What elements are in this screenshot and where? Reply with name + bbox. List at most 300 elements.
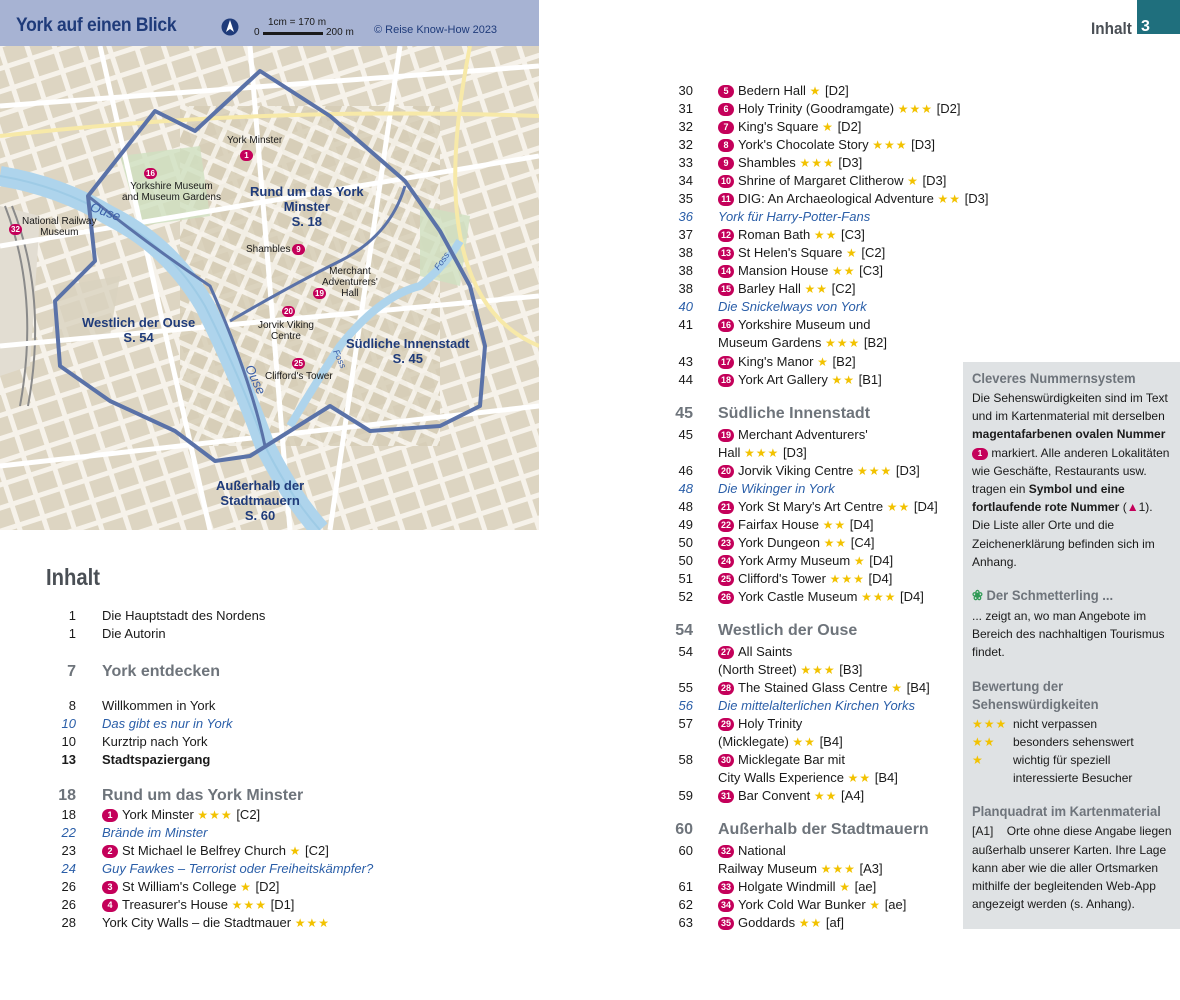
toc-page-number: 34: [678, 173, 693, 188]
toc-entry-title: Railway Museum: [718, 861, 817, 876]
river-label-ouse-bottom: Ouse: [242, 362, 269, 397]
toc-page-number: 26: [61, 897, 76, 912]
river-label-foss-2: Foss: [331, 348, 349, 370]
toc-entry-text: [718, 298, 867, 316]
sight-number-badge: 28: [718, 682, 734, 695]
toc-page-number: 28: [61, 915, 76, 930]
toc-entry-text: [718, 534, 875, 552]
toc-page-number: 38: [678, 245, 693, 260]
grid-reference: [C4]: [850, 535, 875, 550]
toc-entry-text: [718, 172, 946, 190]
toc-page-number: 63: [678, 915, 693, 930]
sight-number-badge: 23: [718, 537, 734, 550]
info-heading-grid: Planquadrat im Kartenmaterial: [972, 803, 1161, 820]
toc-page-number: 1: [68, 626, 76, 641]
toc-page-number: 54: [675, 622, 693, 639]
toc-entry-text: [718, 426, 868, 444]
river-label-foss-1: Foss: [432, 250, 452, 272]
toc-entry-text: [718, 878, 876, 896]
rating-stars: ★★★: [294, 916, 330, 930]
map-label-jorvik: Jorvik Viking Centre: [258, 320, 314, 342]
toc-entry-title: York Army Museum: [738, 553, 851, 568]
sight-number-badge: 30: [718, 754, 734, 767]
toc-page-number: 33: [678, 155, 693, 170]
rating-stars: ★★★: [824, 336, 861, 350]
toc-entry-text: [102, 787, 303, 805]
toc-entry-text: [102, 715, 233, 733]
map-badge-york-minster[interactable]: 1: [240, 150, 253, 161]
toc-page-number: 1: [68, 608, 76, 623]
rating-stars: ★★: [813, 228, 838, 242]
info-text-butterfly: ... zeigt an, wo man Angebote im Bereich des nachhaltigen Tourismus findet.: [972, 609, 1165, 660]
toc-entry-title: York City Walls – die Stadtmauer: [102, 915, 292, 930]
rating-stars: ★: [853, 554, 866, 568]
toc-page-number: 41: [678, 317, 693, 332]
rating-legend-row: [972, 715, 1172, 733]
grid-reference: [af]: [825, 915, 844, 930]
info-text-grid: [A1] Orte ohne diese Angabe liegen außerhalb unserer Karten. Ihre Lage kann aber wie die aller Ortsmarken mithilfe der begleitenden Web-App angezeigt werden (s. Anhang).: [972, 824, 1172, 912]
grid-reference: [C2]: [861, 245, 886, 260]
map-title: York auf einen Blick: [16, 15, 177, 36]
toc-page-number: 32: [678, 137, 693, 152]
toc-entry-text: [718, 136, 935, 154]
grid-reference: [B4]: [906, 680, 930, 695]
grid-reference: [D4]: [869, 553, 894, 568]
map-badge-national-railway[interactable]: 32: [9, 224, 22, 235]
toc-entry-title: Bedern Hall: [738, 83, 806, 98]
rating-description: wichtig für speziell: [1013, 753, 1111, 768]
scale-unit-label: 1cm = 170 m: [268, 17, 327, 28]
grid-reference: [B4]: [874, 770, 898, 785]
toc-entry-title: Die Hauptstadt des Nordens: [102, 608, 266, 623]
toc-page-number: 10: [61, 716, 76, 731]
toc-entry-title: Willkommen in York: [102, 698, 216, 713]
toc-entry-title: Hall: [718, 445, 741, 460]
grid-reference: [D2]: [837, 119, 862, 134]
sight-number-badge: 17: [718, 356, 734, 369]
grid-reference: [B4]: [819, 734, 843, 749]
toc-entry-text: [718, 661, 862, 679]
toc-page-number: 37: [678, 227, 693, 242]
toc-entry-text: [102, 860, 373, 878]
rating-description: besonders sehenswert: [1013, 734, 1134, 749]
toc-entry-title: Treasurer's House: [122, 897, 229, 912]
grid-reference: [D2]: [824, 83, 849, 98]
toc-entry-title: Die Snickelways von York: [718, 299, 867, 314]
toc-entry-title: National: [738, 843, 786, 858]
grid-reference: [D3]: [782, 445, 807, 460]
toc-entry-text: [718, 588, 924, 606]
sight-number-badge: 1: [102, 809, 118, 822]
rating-stars: ★: [817, 355, 829, 369]
toc-entry-text: [102, 607, 265, 625]
north-arrow-icon: [221, 18, 239, 36]
toc-entry-title: Yorkshire Museum und: [738, 317, 871, 332]
toc-page-number: 40: [678, 299, 693, 314]
toc-entry-title: York Cold War Bunker: [738, 897, 866, 912]
toc-entry-title: York Minster: [122, 807, 194, 822]
toc-entry-text: [102, 751, 210, 769]
toc-entry-text: [718, 480, 835, 498]
rating-stars: ★: [972, 753, 984, 768]
grid-reference: [C2]: [236, 807, 261, 822]
toc-entry-title: York für Harry-Potter-Fans: [718, 209, 871, 224]
rating-stars: ★: [891, 681, 903, 695]
toc-entry-title: Fairfax House: [738, 517, 819, 532]
rating-legend: [972, 715, 1172, 788]
toc-entry-text: [718, 821, 929, 839]
grid-reference: [ae]: [884, 897, 907, 912]
toc-page-number: 22: [61, 825, 76, 840]
rating-stars: ★★★: [820, 862, 856, 876]
toc-entry-text: [718, 552, 893, 570]
rating-stars: ★: [240, 880, 252, 894]
toc-entry-title: Guy Fawkes – Terrorist oder Freiheitskämpfer?: [102, 861, 374, 876]
grid-reference: [D4]: [849, 517, 874, 532]
scale-start-label: 0: [254, 27, 260, 38]
toc-entry-title: Shrine of Margaret Clitherow: [738, 173, 904, 188]
toc-entry-text: [718, 622, 857, 640]
map-label-yorkshire-museum: Yorkshire Museum and Museum Gardens: [122, 181, 221, 203]
toc-entry-title: Rund um das York Minster: [102, 787, 304, 804]
toc-entry-text: [718, 118, 861, 136]
scale-line: [263, 32, 323, 35]
rating-stars: ★★★: [861, 590, 897, 604]
toc-entry-text: [718, 516, 874, 534]
toc-entry-text: [718, 787, 864, 805]
grid-reference: [C2]: [305, 843, 329, 858]
rating-description: nicht verpassen: [1013, 716, 1098, 731]
map-badge-shambles[interactable]: 9: [292, 244, 305, 255]
sight-number-badge: 33: [718, 881, 734, 894]
map-label-merchant-adventurers: Merchant Adventurers' Hall: [322, 266, 378, 299]
toc-entry-title: York Castle Museum: [738, 589, 858, 604]
toc-entry-text: [718, 769, 898, 787]
rating-stars: ★★: [972, 734, 996, 749]
grid-reference: [D1]: [270, 897, 295, 912]
sight-number-badge: 12: [718, 229, 734, 242]
grid-reference: [B1]: [858, 372, 882, 387]
toc-entry-text: [102, 733, 208, 751]
toc-page-number: 49: [678, 517, 693, 532]
map-badge-merchant-adventurers[interactable]: 19: [313, 288, 326, 299]
toc-entry-title: (Micklegate): [718, 734, 789, 749]
scale-bar: [254, 18, 354, 38]
butterfly-icon: ❀: [972, 587, 983, 604]
grid-reference: [D2]: [255, 879, 280, 894]
sight-number-badge: 18: [718, 374, 734, 387]
toc-entry-text: [718, 226, 865, 244]
rating-stars: ★★: [831, 264, 856, 278]
sight-number-badge: 32: [718, 845, 734, 858]
toc-entry-text: [102, 625, 166, 643]
sight-number-badge: 25: [718, 573, 734, 586]
toc-entry-title: All Saints: [738, 644, 793, 659]
sight-number-badge: 35: [718, 917, 734, 930]
toc-page-number: 58: [678, 752, 693, 767]
toc-page-number: 60: [678, 843, 693, 858]
sight-number-badge: 4: [102, 899, 118, 912]
map-label-national-railway: National Railway Museum: [22, 216, 97, 238]
sight-number-badge: 11: [718, 193, 734, 206]
toc-page-number: 43: [678, 354, 693, 369]
sight-number-badge: 15: [718, 283, 734, 296]
toc-entry-text: [718, 405, 870, 423]
page-number: 3: [1141, 18, 1150, 35]
district-label-suedlich: Südliche Innenstadt S. 45: [346, 336, 470, 366]
grid-reference: [B2]: [832, 354, 856, 369]
rating-stars: ★★★: [829, 572, 865, 586]
toc-entry-title: King's Manor: [738, 354, 814, 369]
map-label-shambles: Shambles: [246, 244, 291, 255]
toc-page-number: 50: [678, 553, 693, 568]
toc-entry-title: York's Chocolate Story: [738, 137, 869, 152]
district-label-ausserhalb: Außerhalb der Stadtmauern S. 60: [216, 478, 305, 523]
rating-stars: ★: [846, 246, 858, 260]
red-symbol-icon: ▲: [1126, 500, 1139, 515]
copyright-notice: © Reise Know-How 2023: [374, 24, 498, 36]
rating-stars: ★★: [813, 789, 838, 803]
toc-page-number: 23: [61, 843, 76, 858]
grid-reference: [ae]: [854, 879, 877, 894]
toc-page-number: 46: [678, 463, 693, 478]
toc-entry-title: Stadtspaziergang: [102, 752, 211, 767]
toc-page-number: 57: [678, 716, 693, 731]
toc-entry-text: [718, 353, 856, 371]
map-badge-yorkshire-museum[interactable]: 16: [144, 168, 157, 179]
rating-stars: ★: [839, 880, 851, 894]
map-graphic: [0, 46, 539, 530]
toc-page-number: 54: [678, 644, 693, 659]
grid-reference: [B3]: [839, 662, 863, 677]
toc-page-number: 38: [678, 263, 693, 278]
toc-entry-title: York St Mary's Art Centre: [738, 499, 884, 514]
rating-stars: ★★: [847, 771, 872, 785]
rating-stars: ★★★: [872, 138, 908, 152]
district-label-westlich: Westlich der Ouse S. 54: [82, 315, 196, 345]
rating-legend-row: [972, 751, 1172, 769]
map-label-york-minster: York Minster: [227, 135, 283, 146]
grid-reference: [C3]: [841, 227, 865, 242]
toc-page-number: 45: [678, 427, 693, 442]
toc-page-number: 56: [678, 698, 693, 713]
grid-reference: [D4]: [868, 571, 893, 586]
scale-end-label: 200 m: [326, 27, 354, 38]
sight-number-badge: 22: [718, 519, 734, 532]
toc-entry-text: [102, 914, 330, 932]
toc-entry-text: [718, 462, 920, 480]
sight-number-badge: 31: [718, 790, 734, 803]
rating-stars: ★★★: [972, 716, 1008, 731]
grid-reference: [D3]: [922, 173, 947, 188]
district-label-minster: Rund um das York Minster S. 18: [250, 184, 364, 229]
grid-reference: [D4]: [900, 589, 924, 604]
grid-reference: [B2]: [863, 335, 887, 350]
toc-page-number: 51: [678, 571, 693, 586]
rating-stars: ★★★: [799, 156, 835, 170]
grid-reference: [D2]: [936, 101, 961, 116]
toc-entry-title: Barley Hall: [738, 281, 801, 296]
info-heading-butterfly: ❀ Der Schmetterling ...: [972, 587, 1114, 604]
toc-entry-title: DIG: An Archaeological Adventure: [738, 191, 934, 206]
grid-reference: [D3]: [964, 191, 989, 206]
toc-entry-title: Die Wikinger in York: [718, 481, 835, 496]
sight-number-badge: 16: [718, 319, 734, 332]
toc-page-number: 52: [678, 589, 693, 604]
toc-page-number: 35: [678, 191, 693, 206]
toc-entry-title: Außerhalb der Stadtmauern: [718, 821, 929, 838]
grid-reference: [D4]: [913, 499, 938, 514]
rating-stars: ★: [809, 84, 822, 98]
sight-number-badge: 2: [102, 845, 118, 858]
sight-number-badge: 27: [718, 646, 734, 659]
sight-number-badge: 26: [718, 591, 734, 604]
toc-entry-title: Holgate Windmill: [738, 879, 836, 894]
toc-page-number: 13: [61, 752, 76, 767]
toc-page-number: 48: [678, 499, 693, 514]
rating-stars: ★★: [804, 282, 829, 296]
toc-page-number: 38: [678, 281, 693, 296]
rating-stars: ★★: [831, 373, 855, 387]
rating-description: interessierte Besucher: [1013, 771, 1133, 786]
toc-entry-text: [102, 824, 207, 842]
toc-entry-text: [102, 878, 279, 896]
toc-entry-text: [718, 498, 938, 516]
toc-entry-text: [718, 334, 887, 352]
rating-stars: ★★: [823, 536, 848, 550]
grid-reference: [D3]: [838, 155, 863, 170]
toc-entry-title: Roman Bath: [738, 227, 811, 242]
grid-reference: [A4]: [841, 788, 865, 803]
toc-entry-title: Goddards: [738, 915, 796, 930]
map-badge-cliffords-tower[interactable]: 25: [292, 358, 305, 369]
toc-page-number: 62: [678, 897, 693, 912]
toc-entry-title: City Walls Experience: [718, 770, 844, 785]
toc-entry-title: St Helen's Square: [738, 245, 843, 260]
grid-reference: [D3]: [911, 137, 935, 152]
toc-entry-text: [718, 244, 885, 262]
toc-entry-title: Das gibt es nur in York: [102, 716, 233, 731]
toc-entry-title: St William's College: [122, 879, 237, 894]
grid-reference: [A3]: [859, 861, 883, 876]
toc-entry-text: [102, 806, 260, 824]
toc-entry-text: [718, 643, 792, 661]
rating-stars: ★★: [886, 500, 911, 514]
toc-entry-title: Die mittelalterlichen Kirchen Yorks: [718, 698, 916, 713]
toc-entry-text: [718, 679, 930, 697]
rating-stars: ★★: [792, 735, 816, 749]
toc-page-number: 7: [67, 663, 76, 680]
rating-stars: ★: [289, 844, 302, 858]
map-label-cliffords-tower: Clifford's Tower: [265, 371, 333, 382]
toc-entry-text: [718, 896, 906, 914]
sight-number-badge: 6: [718, 103, 734, 116]
toc-page-number: 8: [68, 698, 76, 713]
info-text-number-system: Die Sehenswürdigkeiten sind im Text und im Kartenmaterial mit derselben magentafarbenen ovalen Nummer 1 markiert. Alle anderen Lokalitäten wie Geschäfte, Restaurants usw. tragen ein Symbol und eine fortlaufende rote Nummer (▲1). Die Liste aller Orte und die Zeichenerklärung befinden sich im Anhang.: [972, 391, 1170, 569]
toc-entry-text: [718, 154, 862, 172]
sight-number-badge: 9: [718, 157, 734, 170]
toc-entry-text: [718, 751, 845, 769]
toc-entry-text: [718, 733, 843, 751]
toc-entry-text: [718, 190, 988, 208]
map-header: [0, 0, 539, 46]
toc-entry-title: Bar Convent: [738, 788, 811, 803]
river-label-ouse-top: Ouse: [88, 199, 123, 224]
toc-entry-text: [718, 82, 849, 100]
toc-entry-text: [718, 371, 882, 389]
toc-entry-title: Kurztrip nach York: [102, 734, 208, 749]
toc-entry-title: Jorvik Viking Centre: [738, 463, 854, 478]
toc-page-number: 60: [675, 821, 693, 838]
toc-entry-title: Die Autorin: [102, 626, 166, 641]
toc-page-number: 50: [678, 535, 693, 550]
toc-entry-title: Holy Trinity: [738, 716, 803, 731]
info-heading-rating: Bewertung der Sehenswürdigkeiten: [972, 677, 1099, 712]
sight-number-badge: 8: [718, 139, 734, 152]
toc-page-number: 30: [678, 83, 693, 98]
sight-number-badge: 21: [718, 501, 734, 514]
rating-stars: ★★★: [897, 102, 933, 116]
city-map: [0, 0, 539, 530]
rating-stars: ★★★: [197, 808, 233, 822]
map-badge-jorvik[interactable]: 20: [282, 306, 295, 317]
toc-entry-text: [718, 208, 870, 226]
toc-page-number: 44: [678, 372, 693, 387]
toc-entry-title: Brände im Minster: [102, 825, 208, 840]
toc-entry-title: Mansion House: [738, 263, 829, 278]
toc-entry-title: Micklegate Bar mit: [738, 752, 845, 767]
toc-entry-title: Südliche Innenstadt: [718, 405, 871, 422]
sight-number-badge: 3: [102, 881, 118, 894]
grid-reference: [C2]: [831, 281, 856, 296]
toc-entry-text: [718, 860, 883, 878]
toc-entry-title: The Stained Glass Centre: [738, 680, 888, 695]
toc-entry-title: York entdecken: [102, 663, 220, 680]
sight-number-badge: 24: [718, 555, 734, 568]
toc-entry-text: [718, 100, 960, 118]
toc-entry-title: (North Street): [718, 662, 797, 677]
toc-entry-title: Westlich der Ouse: [718, 622, 858, 639]
toc-entry-text: [718, 262, 883, 280]
toc-entry-text: [102, 663, 220, 681]
toc-page-number: 24: [61, 861, 76, 876]
sight-number-badge: 10: [718, 175, 734, 188]
toc-entry-title: St Michael le Belfrey Church: [122, 843, 287, 858]
sight-number-badge: 5: [718, 85, 734, 98]
rating-stars: ★★★: [800, 663, 836, 677]
toc-entry-text: [718, 914, 844, 932]
rating-stars: ★: [907, 174, 919, 188]
toc-page-number: 10: [61, 734, 76, 749]
toc-entry-title: Merchant Adventurers': [738, 427, 868, 442]
toc-entry-title: Holy Trinity (Goodramgate): [738, 101, 895, 116]
toc-entry-title: York Art Gallery: [738, 372, 828, 387]
rating-stars: ★★: [937, 192, 961, 206]
toc-entry-text: [718, 842, 786, 860]
toc-page-number: 61: [678, 879, 693, 894]
rating-stars: ★: [822, 120, 834, 134]
rating-stars: ★: [869, 898, 882, 912]
toc-entry-text: [718, 570, 892, 588]
toc-entry-title: Museum Gardens: [718, 335, 822, 350]
toc-page-number: 48: [678, 481, 693, 496]
sight-number-badge: 7: [718, 121, 734, 134]
toc-entry-title: York Dungeon: [738, 535, 820, 550]
toc-page-number: 18: [61, 807, 76, 822]
toc-entry-title: King's Square: [738, 119, 819, 134]
toc-entry-title: Shambles: [738, 155, 796, 170]
toc-page-number: 32: [678, 119, 693, 134]
